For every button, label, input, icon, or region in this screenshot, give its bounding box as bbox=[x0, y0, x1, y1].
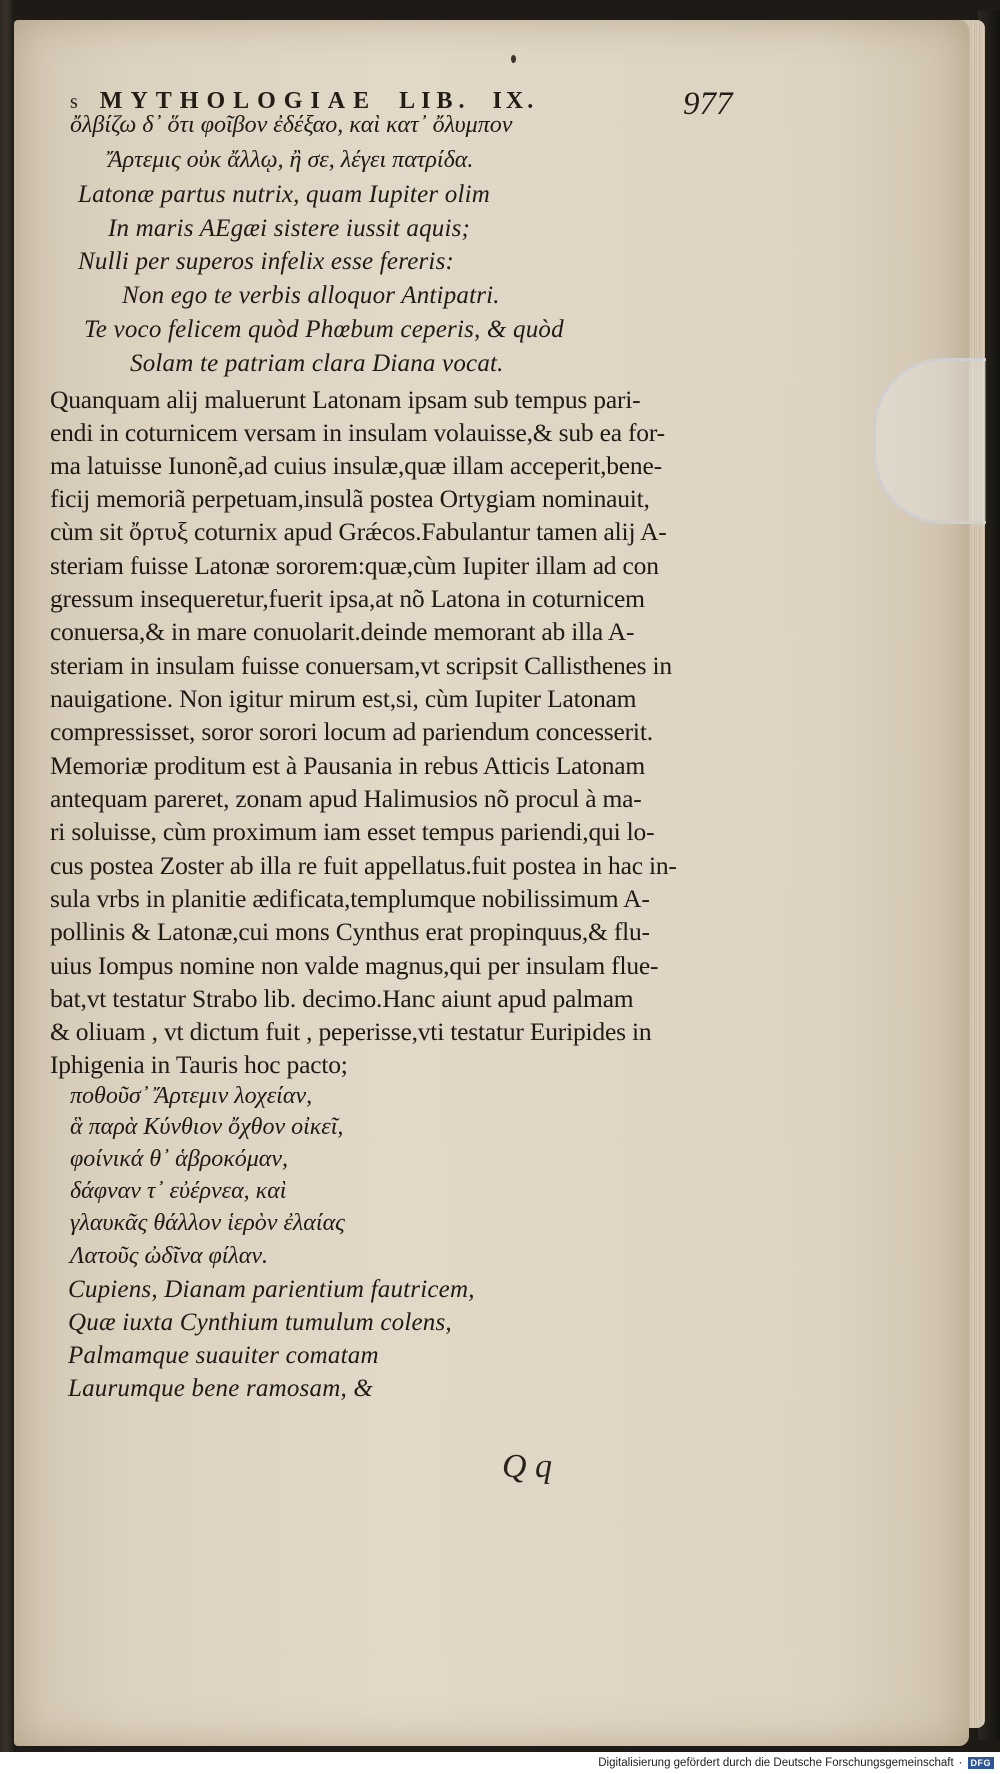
book-label: LIB. bbox=[399, 88, 471, 114]
page-clip-tab bbox=[873, 358, 986, 524]
footer-bar bbox=[0, 1752, 1000, 1774]
text-line: Non ego te verbis alloquor Antipatri. bbox=[122, 282, 500, 309]
text-line: steriam fuisse Latonæ sororem:quæ,cùm Iupiter illam ad con bbox=[50, 551, 659, 580]
text-line: steriam in insulam fuisse conuersam,vt scripsit Callisthenes in bbox=[50, 651, 672, 680]
text-line: ri soluisse, cùm proximum iam esset tempus pariendi,qui lo- bbox=[50, 817, 655, 846]
text-line: conuersa,& in mare conuolarit.deinde memorant ab illa A- bbox=[50, 617, 635, 646]
text-line: Palmamque suauiter comatam bbox=[68, 1342, 379, 1369]
book-page bbox=[14, 20, 969, 1746]
text-line: Laurumque bene ramosam, & bbox=[68, 1375, 373, 1402]
text-line: gressum insequeretur,fuerit ipsa,at nõ Latona in coturnicem bbox=[50, 584, 645, 613]
text-line: Latonæ partus nutrix, quam Iupiter olim bbox=[78, 181, 490, 208]
text-line: ποθοῦσ᾽ Ἄρτεμιν λοχείαν, bbox=[70, 1083, 313, 1109]
text-line: Cupiens, Dianam parientium fautricem, bbox=[68, 1276, 475, 1303]
text-line: Nulli per superos infelix esse fereris: bbox=[78, 248, 455, 275]
text-line: ὄλβίζω δ᾽ ὅτι φοῖβον ἐδέξαο, καὶ κατ᾽ ὄλυμπον bbox=[70, 112, 513, 138]
footer-separator: · bbox=[958, 1757, 963, 1769]
text-line: ficij memoriã perpetuam,insulã postea Ortygiam nominauit, bbox=[50, 484, 650, 513]
text-line: In maris AEgæi sistere iussit aquis; bbox=[108, 215, 471, 242]
text-line: uius Iompus nomine non valde magnus,qui per insulam flue- bbox=[50, 951, 659, 980]
ink-dot bbox=[511, 55, 516, 63]
text-line: Solam te patriam clara Diana vocat. bbox=[130, 350, 504, 377]
text-line: compressisset, soror sorori locum ad pariendum concesserit. bbox=[50, 717, 653, 746]
text-line: δάφναν τ᾽ εὐέρνεα, καὶ bbox=[70, 1178, 287, 1204]
text-line: Ἄρτεμις οὐκ ἄλλῳ, ἢ σε, λέγει πατρίδα. bbox=[108, 147, 474, 173]
text-line: sula vrbs in planitie ædificata,templumque nobilissimum A- bbox=[50, 884, 650, 913]
text-line: Λατοῦς ὠδῖνα φίλαν. bbox=[70, 1243, 269, 1269]
footer-credit: Digitalisierung gefördert durch die Deutsche Forschungsgemeinschaft bbox=[598, 1757, 954, 1769]
folio-number: 977 bbox=[683, 86, 733, 122]
book-number: IX. bbox=[492, 88, 538, 114]
text-line: ma latuisse Iunonẽ,ad cuius insulæ,quæ illam acceperit,bene- bbox=[50, 451, 662, 480]
text-line: bat,vt testatur Strabo lib. decimo.Hanc aiunt apud palmam bbox=[50, 984, 634, 1013]
text-line: pollinis & Latonæ,cui mons Cynthus erat propinquus,& flu- bbox=[50, 917, 650, 946]
text-line: Te voco felicem quòd Phœbum ceperis, & quòd bbox=[84, 316, 564, 343]
text-line: Memoriæ proditum est à Pausania in rebus Atticis Latonam bbox=[50, 751, 646, 780]
text-line: Quæ iuxta Cynthium tumulum colens, bbox=[68, 1309, 452, 1336]
text-line: Iphigenia in Tauris hoc pacto; bbox=[50, 1050, 348, 1079]
signature-mark: s bbox=[70, 91, 78, 113]
text-line: antequam pareret, zonam apud Halimusios nõ procul à ma- bbox=[50, 784, 642, 813]
text-line: cus postea Zoster ab illa re fuit appellatus.fuit postea in hac in- bbox=[50, 851, 677, 880]
text-line: cùm sit ὄρτυξ coturnix apud Grǽcos.Fabulantur tamen alij A- bbox=[50, 517, 667, 546]
running-title: MYTHOLOGIAE bbox=[99, 88, 378, 114]
running-head bbox=[70, 88, 770, 115]
dfg-logo: DFG bbox=[968, 1757, 995, 1769]
text-line: ἃ παρὰ Κύνθιον ὄχθον οἰκεῖ, bbox=[70, 1114, 344, 1140]
catchword: Q q bbox=[502, 1448, 553, 1485]
text-line: endi in coturnicem versam in insulam volauisse,& sub ea for- bbox=[50, 418, 665, 447]
text-line: Quanquam alij maluerunt Latonam ipsam sub tempus pari- bbox=[50, 385, 641, 414]
text-line: φοίνικά θ᾽ ἁβροκόμαν, bbox=[70, 1146, 289, 1172]
text-line: & oliuam , vt dictum fuit , peperisse,vti testatur Euripides in bbox=[50, 1017, 652, 1046]
text-line: nauigatione. Non igitur mirum est,si, cùm Iupiter Latonam bbox=[50, 684, 637, 713]
text-line: γλαυκᾶς θάλλον ἱερὸν ἐλαίας bbox=[70, 1210, 345, 1236]
